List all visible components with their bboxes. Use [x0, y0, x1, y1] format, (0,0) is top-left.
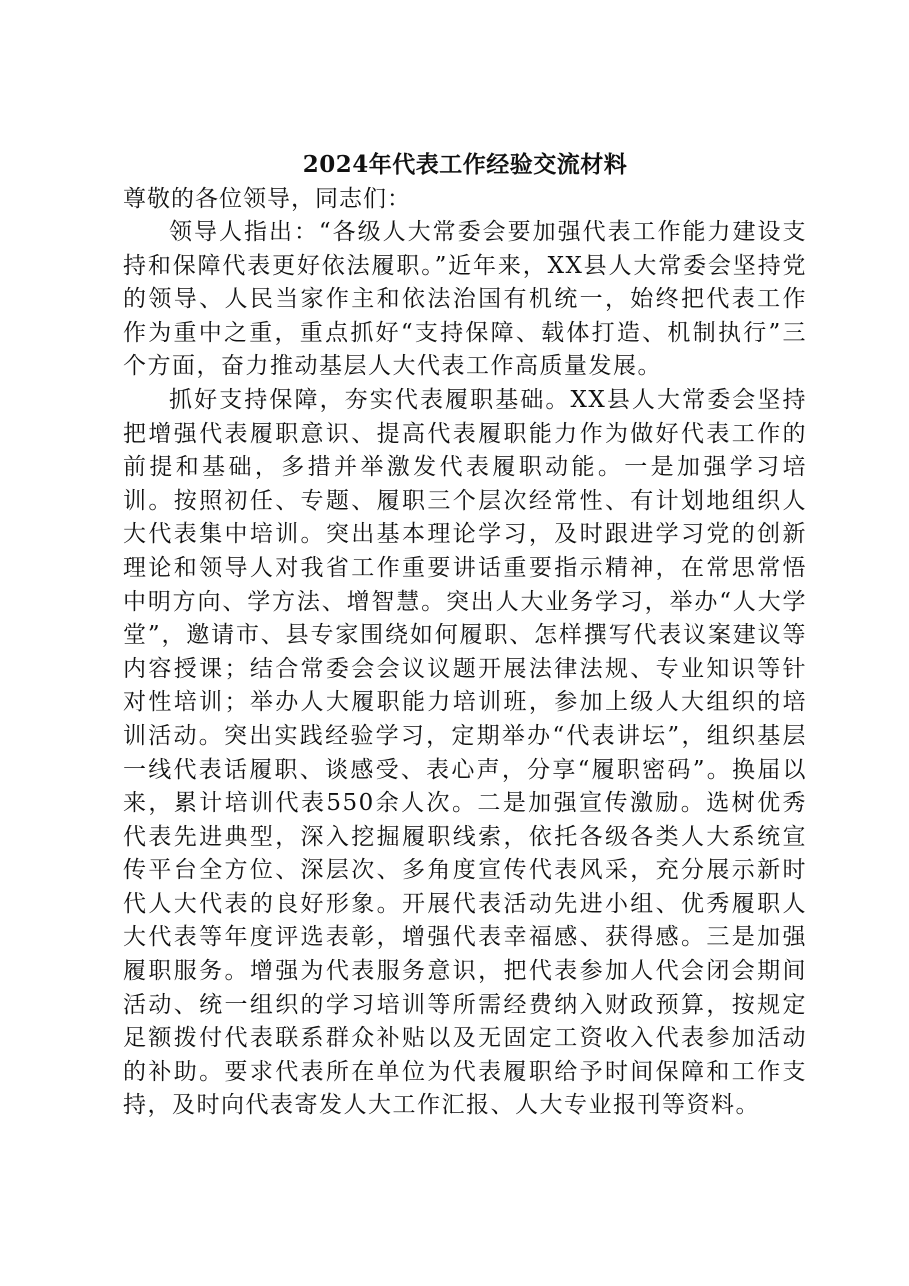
- paragraph-support: 抓好支持保障，夯实代表履职基础。XX县人大常委会坚持把增强代表履职意识、提高代表履职能力作为做好代表工作的前提和基础，多措并举激发代表履职动能。一是加强学习培训。按照初任、专题、履职三个层次经常性、有计划地组织人大代表集中培训。突出基本理论学习，及时跟进学习党的创新理论和领导人对我省工作重要讲话重要指示精神，在常思常悟中明方向、学方法、增智慧。突出人大业务学习，举办“人大学堂”，邀请市、县专家围绕如何履职、怎样撰写代表议案建议等内容授课；结合常委会会议议题开展法律法规、专业知识等针对性培训；举办人大履职能力培训班，参加上级人大组织的培训活动。突出实践经验学习，定期举办“代表讲坛”，组织基层一线代表话履职、谈感受、表心声，分享“履职密码”。换届以来，累计培训代表550余人次。二是加强宣传激励。选树优秀代表先进典型，深入挖掘履职线索，依托各级各类人大系统宣传平台全方位、深层次、多角度宣传代表风采，充分展示新时代人大代表的良好形象。开展代表活动先进小组、优秀履职人大代表等年度评选表彰，增强代表幸福感、获得感。三是加强履职服务。增强为代表服务意识，把代表参加人代会闭会期间活动、统一组织的学习培训等所需经费纳入财政预算，按规定足额拨付代表联系群众补贴以及无固定工资收入代表参加活动的补助。要求代表所在单位为代表履职给予时间保障和工作支持，及时向代表寄发人大工作汇报、人大专业报刊等资料。: [123, 386, 807, 1119]
- paragraph-intro: 领导人指出：“各级人大常委会要加强代表工作能力建设支持和保障代表更好依法履职。”近年来，XX县人大常委会坚持党的领导、人民当家作主和依法治国有机统一，始终把代表工作作为重中之重，重点抓好“支持保障、载体打造、机制执行”三个方面，奋力推动基层人大代表工作高质量发展。: [123, 219, 807, 380]
- salutation: 尊敬的各位领导，同志们：: [123, 186, 411, 212]
- document-title: 2024年代表工作经验交流材料: [302, 151, 628, 178]
- document-page: [123, 148, 807, 1123]
